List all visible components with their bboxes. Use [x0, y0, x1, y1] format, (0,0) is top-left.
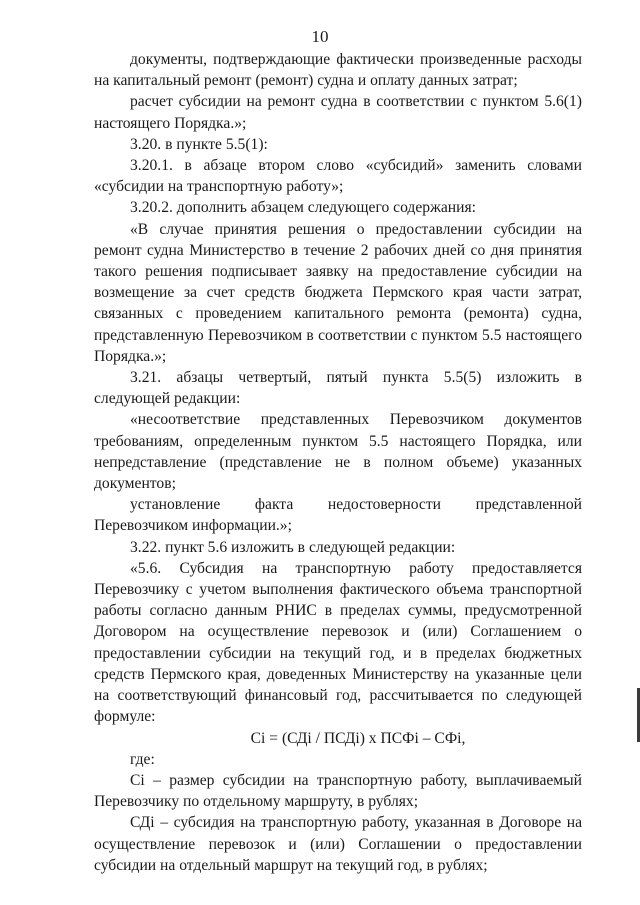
paragraph-3-21: 3.21. абзацы четвертый, пятый пункта 5.5(5) изложить в следующей редакции:: [94, 369, 582, 408]
paragraph-3-20-2: 3.20.2. дополнить абзацем следующего содержания:: [130, 199, 476, 217]
definition-sdi: СДi – субсидия на транспортную работу, указанная в Договоре на осуществление перевозок и (или) Соглашении о предоставлении субсидии на отдельный маршрут на текущий год, в рублях;: [94, 814, 582, 874]
paragraph-5-6: «5.6. Субсидия на транспортную работу предоставляется Перевозчику с учетом выполнения фактического объема транспортной работы согласно данным РНИС в пределах суммы, предусмотренной Договором на осуществление перевозок и (или) Соглашением о предоставлении субсидии на текущий год, и в пределах бюджетных средств Пермского края, доведенных Министерству на указанные цели на соответствующий финансовый год, рассчитывается по следующей формуле:: [94, 559, 582, 726]
paragraph-nonconformity: «несоответствие представленных Перевозчиком документов требованиям, определенным пунктом 5.5 настоящего Порядка, или непредставление (представление не в полном объеме) указанных документов;: [94, 411, 582, 493]
page-number: 10: [311, 27, 329, 46]
paragraph-repair-decision: «В случае принятия решения о предоставлении субсидии на ремонт судна Министерство в течение 2 рабочих дней со дня принятия такого решения подписывает заявку на предоставление субсидии на возмещение за счет средств бюджета Пермского края части затрат, связанных с проведением капитального ремонта (ремонта) судна, представленную Перевозчиком в соответствии с пунктом 5.5 настоящего Порядка.»;: [94, 220, 582, 365]
subsidy-formula: Сi = (СДi / ПСДi) х ПСФi – СФi,: [250, 729, 466, 747]
paragraph-3-22: 3.22. пункт 5.6 изложить в следующей редакции:: [130, 538, 456, 556]
paragraph-subsidy-calculation: расчет субсидии на ремонт судна в соответствии с пунктом 5.6(1) настоящего Порядка.»;: [94, 93, 582, 132]
document-body: [94, 49, 582, 876]
definition-ci: Сi – размер субсидии на транспортную работу, выплачиваемый Перевозчику по отдельному маршруту, в рублях;: [94, 771, 582, 811]
paragraph-3-20: 3.20. в пункте 5.5(1):: [130, 135, 268, 153]
paragraph-unreliable-info: установление факта недостоверности представленной Перевозчиком информации.»;: [94, 496, 582, 535]
paragraph-documents-list: документы, подтверждающие фактически произведенные расходы на капитальный ремонт (ремонт) судна и оплату данных затрат;: [94, 51, 582, 90]
paragraph-3-20-1: 3.20.1. в абзаце втором слово «субсидий» заменить словами «субсидии на транспортную работу»;: [94, 157, 582, 196]
where-label: где:: [130, 750, 155, 768]
